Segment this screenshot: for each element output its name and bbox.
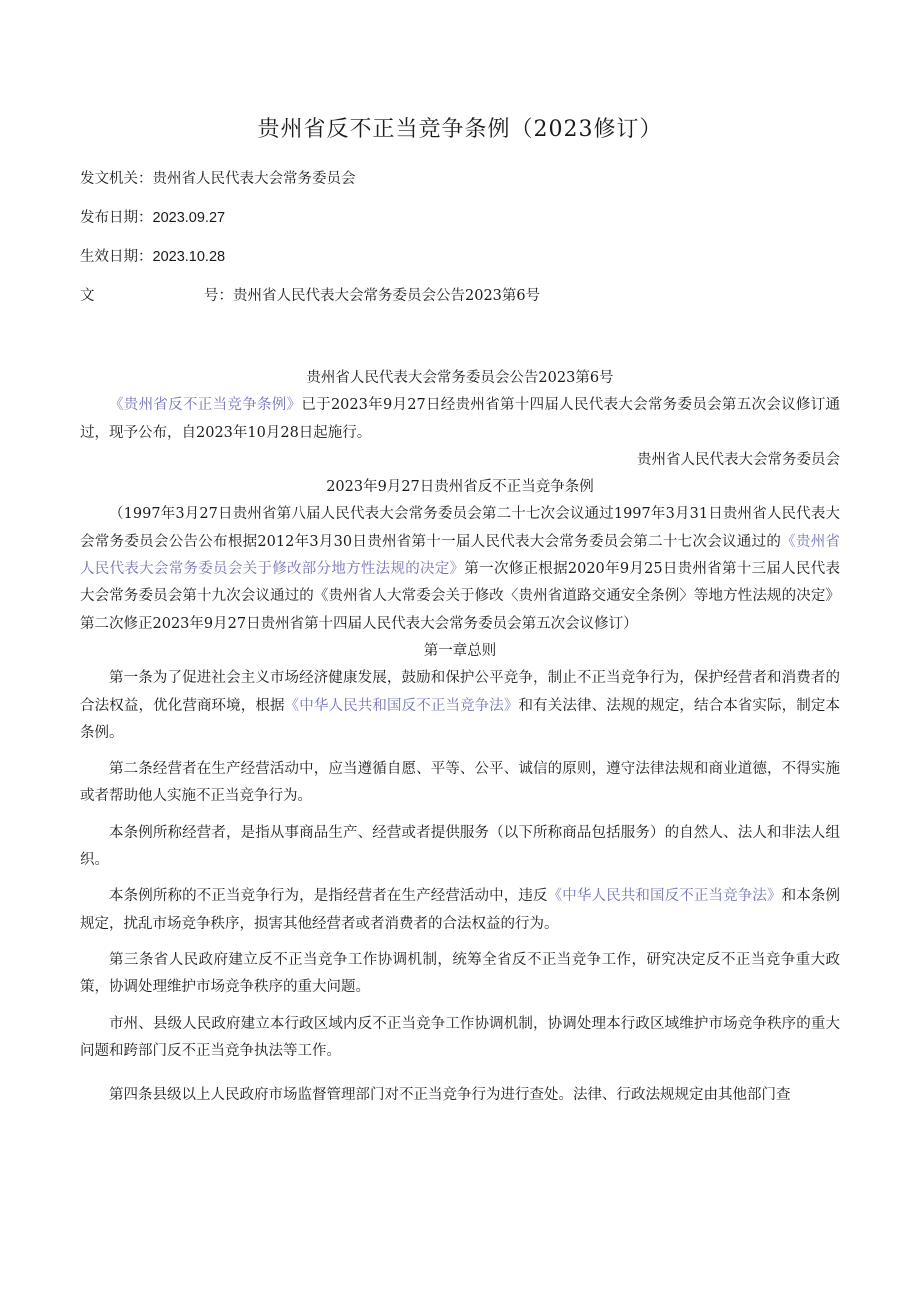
competition-law-link-2[interactable]: 《中华人民共和国反不正当竞争法》 [547,888,782,905]
article-2-p3-text-a: 本条例所称的不正当竞争行为，是指经营者在生产经营活动中，违反 [109,888,548,905]
issuer-value: 贵州省人民代表大会常务委员会 [152,171,356,187]
paragraph-gap [80,1002,840,1011]
history-part-1: （1997年3月27日贵州省第八届人民代表大会常务委员会第二十七次会议通过1997年3月31日贵州省人民代表大会常务委员会公告公布根据2012年3月30日贵州省第十一届人民代表大会常务委员会第二十七次会议通过的 [80,506,840,550]
article-3: 第三条省人民政府建立反不正当竞争工作协调机制，统筹全省反不正当竞争工作，研究决定反不正当竞争重大政策，协调处理维护市场竞争秩序的重大问题。 [80,951,840,996]
article-4: 第四条县级以上人民政府市场监督管理部门对不正当竞争行为进行查处。法律、行政法规规定由其他部门查 [109,1087,791,1104]
article-2-paragraph-3 [80,883,840,938]
regulation-link[interactable]: 《贵州省反不正当竞争条例》 [109,397,302,414]
effective-date-label: 生效日期： [80,249,153,265]
paragraph-gap [80,811,840,820]
article-2-paragraph-2: 本条例所称经营者，是指从事商品生产、经营或者提供服务（以下所称商品包括服务）的自然人、法人和非法人组织。 [80,824,840,869]
document-body [80,365,840,1109]
competition-law-link[interactable]: 《中华人民共和国反不正当竞争法》 [284,697,519,714]
publish-date-value: 2023.09.27 [152,210,226,226]
document-title: 贵州省反不正当竞争条例（2023修订） [257,117,663,142]
paragraph-gap [80,874,840,883]
announcement-text: 已于2023年9月27日经贵州省第十四届人民代表大会常务委员会第五次会议修订通过，现予公布，自2023年10月28日起施行。 [80,397,841,441]
article-3-paragraph-2: 市州、县级人民政府建立本行政区域内反不正当竞争工作协调机制，协调处理本行政区域维护市场竞争秩序的重大问题和跨部门反不正当竞争执法等工作。 [80,1015,840,1059]
chapter-heading: 第一章总则 [423,642,497,659]
effective-date-value: 2023.10.28 [152,249,226,265]
publish-date-label: 发布日期： [80,210,153,226]
docno-value: 贵州省人民代表大会常务委员会公告2023第6号 [233,288,541,304]
paragraph-gap [80,938,840,947]
decision-link[interactable]: 《贵州省人民代表大会常务委员会关于修改部分地方性法规的决定》 [80,533,841,578]
history-part-2: 第一次修正根据2020年9月25日贵州省第十三届人民代表大会常务委员会第十九次会议通过的《贵州省人大常委会关于修改〈贵州省道路交通安全条例〉等地方性法规的决定》第二次修正2023年9月27日贵州省第十四届人民代表大会常务委员会第五次会议修订） [80,561,841,632]
announcement-body [80,392,840,447]
article-2-p3-text-b: 和本条例规定，扰乱市场竞争秩序，损害其他经营者或者消费者的合法权益的行为。 [80,888,841,932]
announcement-heading: 贵州省人民代表大会常务委员会公告2023第6号 [306,370,614,386]
article-2: 第二条经营者在生产经营活动中，应当遵循自愿、平等、公平、诚信的原则，遵守法律法规和商业道德，不得实施或者帮助他人实施不正当竞争行为。 [80,761,840,805]
meta-effective-date [80,247,225,267]
paragraph-gap [80,1065,840,1082]
docno-label-first: 文 [80,288,95,304]
article-1-text-a: 第一条为了促进社会主义市场经济健康发展，鼓励和保护公平竞争，制止不正当竞争行为，保护经营者和消费者的合法权益，优化营商环境，根据 [80,670,840,714]
meta-publish-date [80,208,225,228]
announcement-signer: 贵州省人民代表大会常务委员会 [637,451,840,468]
announcement-date-title: 2023年9月27日贵州省反不正当竞争条例 [326,479,594,496]
paragraph-gap [80,747,840,756]
article-1-text-b: 和有关法律、法规的规定，结合本省实际，制定本条例。 [80,697,841,741]
article-1 [80,665,840,747]
docno-label-second: 号： [204,288,233,304]
meta-document-number [80,286,540,306]
revision-history [80,501,840,637]
issuer-label: 发文机关： [80,171,153,187]
meta-issuer [80,169,356,189]
